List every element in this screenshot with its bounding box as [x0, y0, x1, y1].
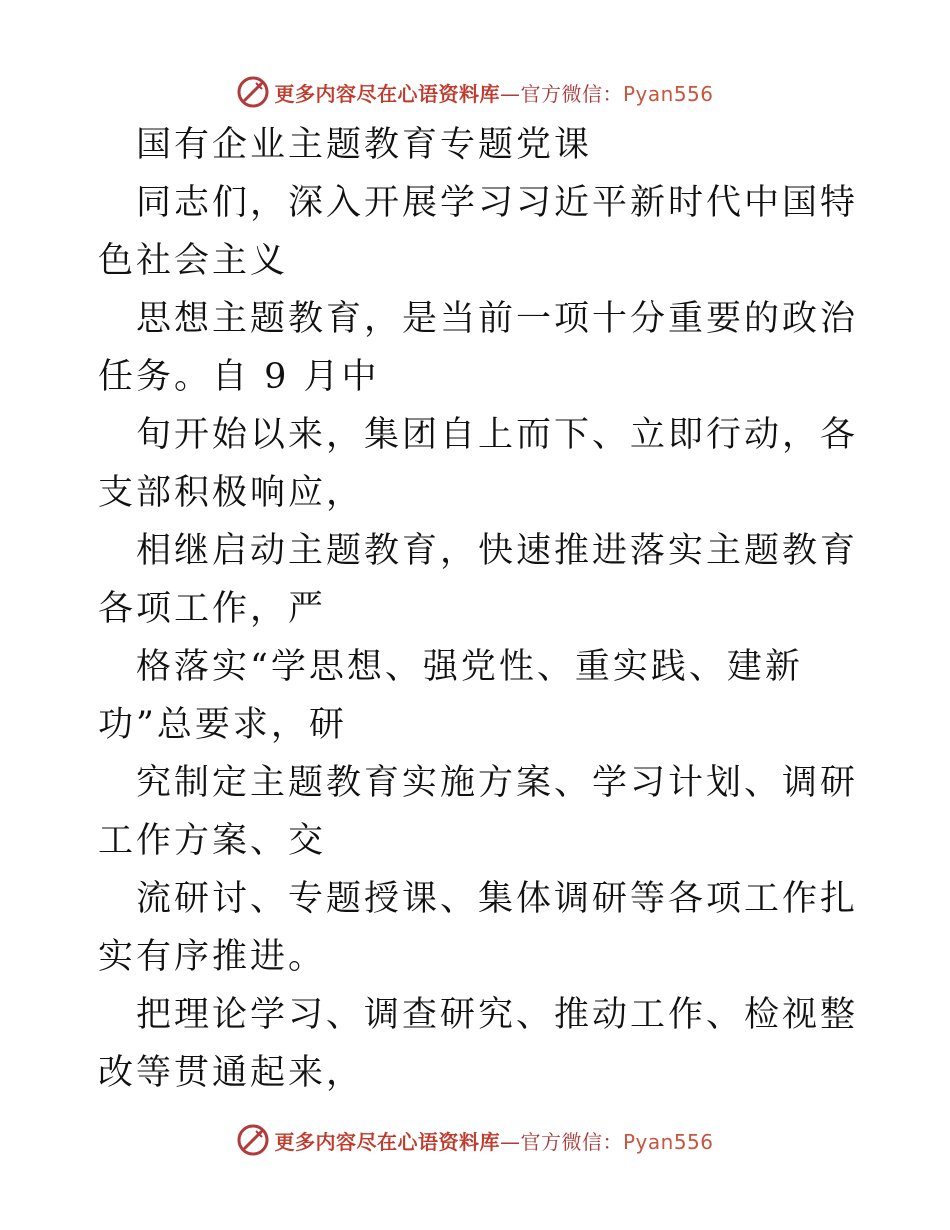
paragraph-line: 旬开始以来，集团自上而下、立即行动，各支部积极响应，	[98, 415, 859, 513]
watermark-text	[274, 78, 713, 107]
header-watermark-banner	[0, 72, 950, 112]
paragraph-line: 格落实“学思想、强党性、重实践、建新功”总要求，研	[98, 647, 803, 745]
watermark-brand: 更多内容尽在心语资料库	[274, 81, 500, 106]
paragraph-line: 思想主题教育，是当前一项十分重要的政治任务。自 9 月中	[98, 299, 859, 397]
watermark-text	[274, 1126, 713, 1155]
watermark-dash: —	[499, 81, 521, 106]
paragraph-line: 究制定主题教育实施方案、学习计划、调研工作方案、交	[98, 763, 859, 861]
paragraph-line: 相继启动主题教育，快速推进落实主题教育各项工作，严	[98, 531, 859, 629]
pen-logo-icon	[236, 75, 270, 109]
watermark-wechat-label: 官方微信：	[520, 1129, 623, 1154]
watermark-wechat-id: Pyan556	[622, 1129, 714, 1154]
paragraph-line: 流研讨、专题授课、集体调研等各项工作扎实有序推进。	[98, 879, 859, 977]
watermark-brand: 更多内容尽在心语资料库	[274, 1129, 500, 1154]
pen-logo-icon	[236, 1123, 270, 1157]
document-title: 国有企业主题教育专题党课	[136, 125, 593, 165]
watermark-dash: —	[499, 1129, 521, 1154]
watermark-wechat-label: 官方微信：	[520, 81, 623, 106]
paragraph-line: 把理论学习、调查研究、推动工作、检视整改等贯通起来，	[98, 995, 859, 1093]
paragraph-line: 同志们，深入开展学习习近平新时代中国特色社会主义	[98, 183, 859, 281]
watermark-wechat-id: Pyan556	[622, 81, 714, 106]
footer-watermark-banner	[0, 1120, 950, 1160]
